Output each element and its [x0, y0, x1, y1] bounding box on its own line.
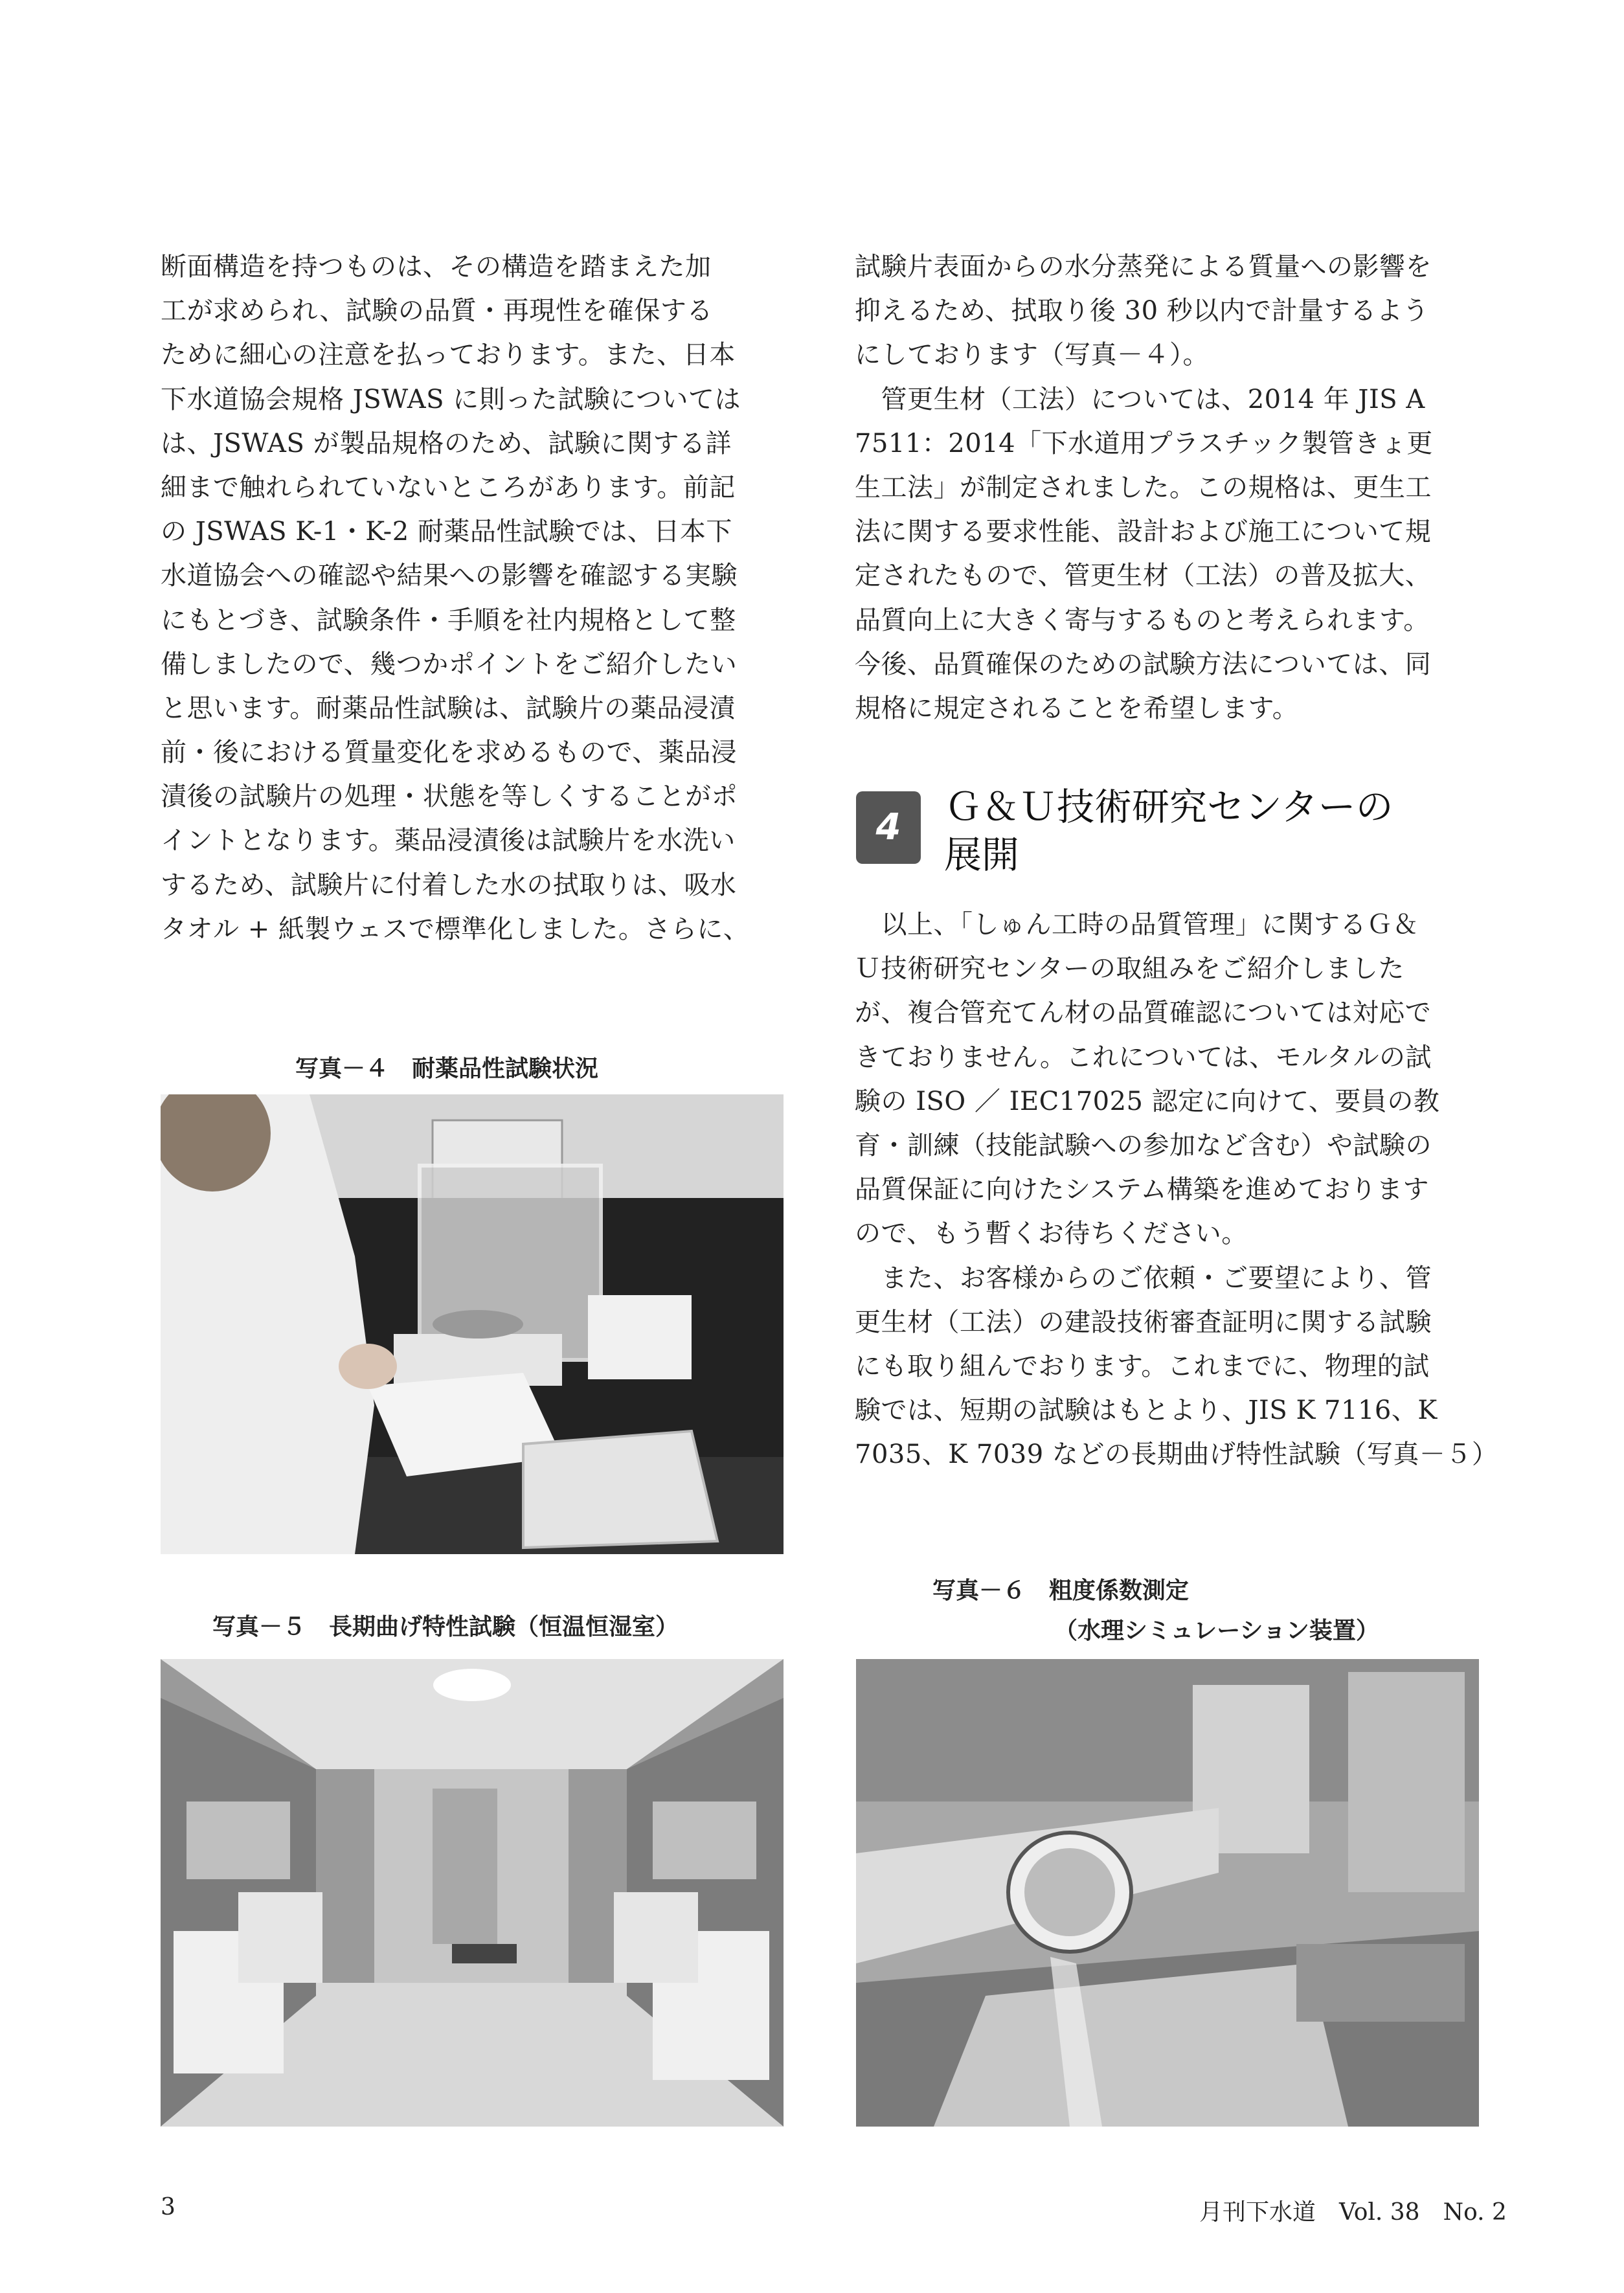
body-text-line: 品質保証に向けたシステム構築を進めております	[855, 1175, 1429, 1205]
photo6-hydraulic-simulation-image	[856, 1659, 1479, 2127]
section-title-line1: Ｇ＆Ｕ技術研究センターの	[944, 785, 1393, 829]
section-number-badge	[856, 791, 921, 864]
body-text-line: 管更生材（工法）については、2014 年 JIS A	[855, 384, 1425, 414]
body-text-line: Ｕ技術研究センターの取組みをご紹介しました	[855, 954, 1404, 984]
body-text-line: イントとなります。薬品浸漬後は試験片を水洗い	[161, 826, 736, 856]
body-text-line: するため、試験片に付着した水の拭取りは、吸水	[161, 870, 737, 900]
section-number: 4	[875, 806, 901, 848]
body-text-line: 定されたもので、管更生材（工法）の普及拡大、	[855, 561, 1432, 591]
body-text-line: 細まで触れられていないところがあります。前記	[161, 472, 736, 503]
body-text-line: きておりません。これについては、モルタルの試	[855, 1042, 1432, 1072]
page-number: 3	[161, 2194, 175, 2220]
photo6-caption-line1: 写真－６ 粗度係数測定	[932, 1577, 1190, 1604]
body-text-line: 抑えるため、拭取り後 30 秒以内で計量するよう	[855, 296, 1429, 326]
photo5-caption: 写真－５ 長期曲げ特性試験（恒温恒湿室）	[212, 1614, 679, 1640]
body-text-line: 下水道協会規格 JSWAS に則った試験については	[161, 384, 741, 414]
body-text-line: 試験片表面からの水分蒸発による質量への影響を	[855, 252, 1432, 282]
body-text-line: にも取り組んでおります。これまでに、物理的試	[855, 1351, 1430, 1381]
body-text-line: 以上、「しゅん工時の品質管理」に関するＧ＆	[855, 910, 1419, 940]
body-text-line: 更生材（工法）の建設技術審査証明に関する試験	[855, 1307, 1432, 1337]
body-text-line: タオル + 紙製ウェスで標準化しました。さらに、	[161, 914, 750, 944]
body-text-line: 7035、K 7039 などの長期曲げ特性試験（写真－５）	[855, 1440, 1498, 1470]
body-text-line: 育・訓練（技能試験への参加など含む）や試験の	[855, 1130, 1432, 1160]
body-text-line: は、JSWAS が製品規格のため、試験に関する詳	[161, 428, 732, 458]
right-column-text-top	[855, 245, 1476, 730]
body-text-line: 品質向上に大きく寄与するものと考えられます。	[855, 605, 1430, 635]
body-text-line: が、複合管充てん材の品質確認については対応で	[855, 998, 1432, 1028]
body-text-line: 験の ISO ／ IEC17025 認定に向けて、要員の教	[855, 1086, 1440, 1116]
body-text-line: ために細心の注意を払っております。また、日本	[161, 340, 736, 370]
section-title-line2: 展開	[944, 833, 1020, 877]
body-text-line: にもとづき、試験条件・手順を社内規格として整	[161, 605, 736, 635]
body-text-line: 備しましたので、幾つかポイントをご紹介したい	[161, 649, 738, 679]
body-text-line: 今後、品質確保のための試験方法については、同	[855, 649, 1432, 679]
body-text-line: 工が求められ、試験の品質・再現性を確保する	[161, 296, 713, 326]
body-text-line: 規格に規定されることを希望します。	[855, 693, 1299, 723]
body-text-line: また、お客様からのご依頼・ご要望により、管	[855, 1263, 1432, 1293]
body-text-line: にしております（写真－４）。	[855, 340, 1209, 370]
body-text-line: ので、もう暫くお待ちください。	[855, 1219, 1248, 1249]
photo5-bending-test-room-image	[161, 1659, 784, 2127]
body-text-line: 水道協会への確認や結果への影響を確認する実験	[161, 561, 738, 591]
body-text-line: 漬後の試験片の処理・状態を等しくすることがポ	[161, 782, 738, 812]
right-column-text-bottom	[855, 903, 1498, 1476]
body-text-line: の JSWAS K-1・K-2 耐薬品性試験では、日本下	[161, 517, 732, 547]
left-column-text	[161, 245, 782, 951]
body-text-line: 法に関する要求性能、設計および施工について規	[855, 517, 1432, 547]
body-text-line: 7511：2014「下水道用プラスチック製管きょ更	[855, 428, 1433, 458]
photo6-caption-line2: （水理シミュレーション装置）	[1054, 1618, 1379, 1644]
publication-info: 月刊下水道 Vol. 38 No. 2	[1199, 2199, 1507, 2226]
photo4-caption: 写真－４ 耐薬品性試験状況	[295, 1056, 599, 1082]
body-text-line: と思います。耐薬品性試験は、試験片の薬品浸漬	[161, 693, 736, 723]
photo4-chemical-test-image	[161, 1094, 784, 1554]
body-text-line: 前・後における質量変化を求めるもので、薬品浸	[161, 738, 738, 768]
body-text-line: 生工法」が制定されました。この規格は、更生工	[855, 472, 1432, 503]
body-text-line: 断面構造を持つものは、その構造を踏まえた加	[161, 252, 712, 282]
body-text-line: 験では、短期の試験はもとより、JIS K 7116、K	[855, 1395, 1438, 1426]
